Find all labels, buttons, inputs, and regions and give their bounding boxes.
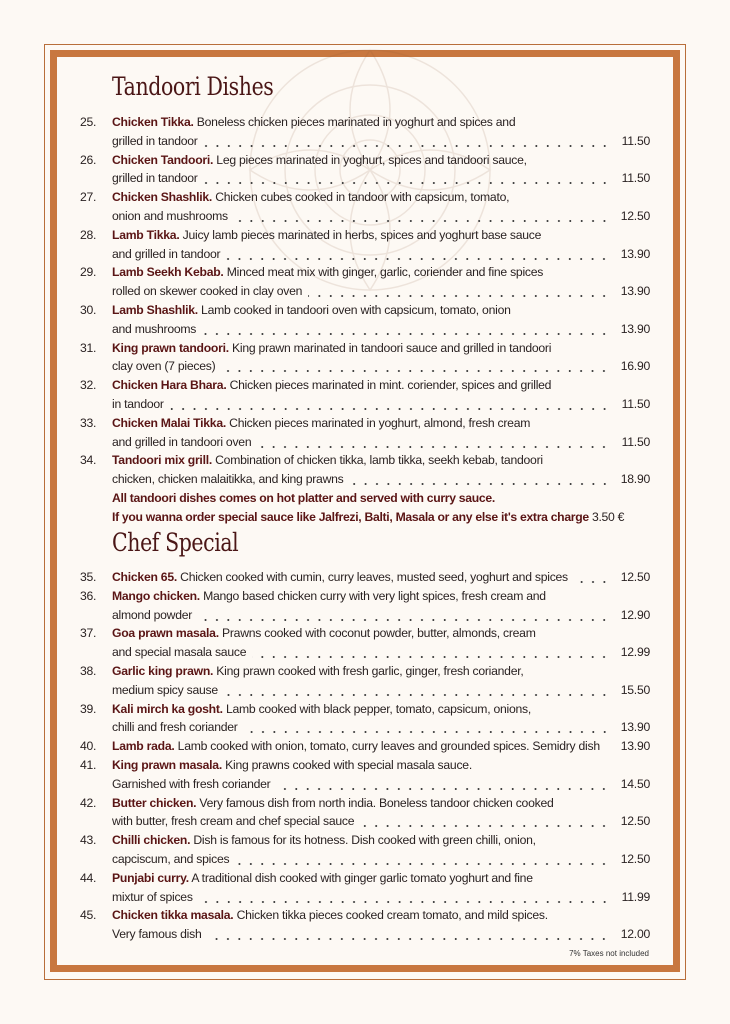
item-description: and mushrooms xyxy=(112,321,197,336)
dotted-leader xyxy=(234,207,610,226)
item-number: 38. xyxy=(80,663,97,678)
menu-item xyxy=(80,756,650,794)
item-text xyxy=(112,831,536,850)
item-text xyxy=(112,376,551,395)
item-text xyxy=(112,906,548,925)
menu-item xyxy=(80,906,650,944)
item-price: 12.50 xyxy=(620,851,650,866)
item-name: Lamb Tikka. xyxy=(112,227,180,242)
item-price: 13.90 xyxy=(620,321,650,336)
dotted-leader xyxy=(235,850,610,869)
menu-item xyxy=(80,339,650,377)
item-description: Chicken cooked with cumin, curry leaves, musted seed, yoghurt and spices xyxy=(177,570,568,584)
dotted-leader xyxy=(350,470,610,489)
chef-special-list xyxy=(80,568,650,944)
item-text xyxy=(112,869,533,888)
spacer xyxy=(80,850,112,869)
item-price: 13.90 xyxy=(620,246,650,261)
item-number: 28. xyxy=(80,227,97,242)
item-description: King prawn cooked with fresh garlic, ginger, fresh coriander, xyxy=(213,663,524,678)
extra-charge: 3.50 € xyxy=(591,509,625,524)
item-text xyxy=(112,794,554,813)
spacer xyxy=(80,357,112,376)
item-line xyxy=(80,245,650,264)
item-line xyxy=(80,925,650,944)
item-line xyxy=(80,320,650,339)
item-description: Lamb cooked with black pepper, tomato, capsicum, onions, xyxy=(222,701,532,716)
item-name: Lamb Seekh Kebab. xyxy=(112,265,224,280)
dotted-leader xyxy=(207,925,610,944)
section-title-chef-special: Chef Special xyxy=(112,528,239,557)
item-line xyxy=(80,357,650,376)
item-name: Chilli chicken. xyxy=(112,833,191,848)
menu-item xyxy=(80,226,650,264)
item-description: King prawns cooked with special masala sauce. xyxy=(221,757,472,772)
menu-item xyxy=(80,869,650,907)
item-line xyxy=(80,624,650,643)
dotted-leader xyxy=(170,395,610,414)
menu-item xyxy=(80,301,650,339)
item-number: 34. xyxy=(80,453,97,468)
dotted-leader xyxy=(198,606,610,625)
item-description: Very famous dish from north india. Boneless tandoor chicken cooked xyxy=(196,795,554,810)
item-number: 26. xyxy=(80,152,97,167)
dotted-leader xyxy=(308,282,610,301)
item-price: 16.90 xyxy=(620,359,650,374)
item-number: 32. xyxy=(80,378,97,393)
spacer xyxy=(80,395,112,414)
menu-item xyxy=(80,587,650,625)
dotted-leader xyxy=(244,718,610,737)
item-name: Chicken Tandoori. xyxy=(112,152,214,167)
item-description: and special masala sauce xyxy=(112,645,247,660)
menu-item xyxy=(80,831,650,869)
tandoori-dishes-list xyxy=(80,113,650,489)
item-description: Chicken tikka pieces cooked cream tomato, and mild spices. xyxy=(233,908,548,923)
item-name: King prawn masala. xyxy=(112,757,222,772)
spacer xyxy=(80,606,112,625)
item-line xyxy=(80,282,650,301)
item-description: grilled in tandoor xyxy=(112,171,198,186)
item-number: 29. xyxy=(80,265,97,280)
item-line xyxy=(80,301,650,320)
menu-item xyxy=(80,263,650,301)
item-line xyxy=(80,888,650,907)
item-description: with butter, fresh cream and chef special sauce xyxy=(112,814,355,829)
item-line xyxy=(80,718,650,737)
dotted-leader xyxy=(603,737,613,756)
item-text xyxy=(112,662,524,681)
dotted-leader xyxy=(360,812,610,831)
item-line xyxy=(80,169,650,188)
item-line xyxy=(80,151,650,170)
item-description: Garnished with fresh coriander xyxy=(112,776,271,791)
item-description: in tandoor xyxy=(112,396,164,411)
item-line xyxy=(80,263,650,282)
item-line xyxy=(80,113,650,132)
item-number: 40. xyxy=(80,739,97,754)
item-price: 11.99 xyxy=(621,889,650,904)
spacer xyxy=(80,207,112,226)
item-name: King prawn tandoori. xyxy=(112,340,229,355)
item-price: 11.50 xyxy=(621,396,650,411)
menu-item xyxy=(80,700,650,738)
item-description: clay oven (7 pieces) xyxy=(112,359,216,374)
spacer xyxy=(80,470,112,489)
spacer xyxy=(80,888,112,907)
item-description: Chicken pieces marinated in yoghurt, almond, fresh cream xyxy=(226,415,531,430)
item-number: 33. xyxy=(80,415,97,430)
spacer xyxy=(80,812,112,831)
item-number: 36. xyxy=(80,588,97,603)
item-line xyxy=(80,869,650,888)
item-price: 12.50 xyxy=(620,570,650,584)
item-price: 13.90 xyxy=(620,284,650,299)
menu-item xyxy=(80,414,650,452)
menu-item xyxy=(80,188,650,226)
item-line xyxy=(80,339,650,358)
item-line xyxy=(80,470,650,489)
item-text xyxy=(112,451,543,470)
item-name: Mango chicken. xyxy=(112,588,200,603)
item-line xyxy=(80,700,650,719)
item-name: Lamb Shashlik. xyxy=(112,302,198,317)
item-text xyxy=(112,700,531,719)
item-line xyxy=(80,226,650,245)
item-description: A traditional dish cooked with ginger garlic tomato yoghurt and fine xyxy=(188,870,533,885)
item-description: Lamb cooked in tandoori oven with capsicum, tomato, onion xyxy=(197,302,511,317)
item-price: 13.90 xyxy=(620,739,650,754)
tax-note: 7% Taxes not included xyxy=(569,949,649,958)
item-name: Butter chicken. xyxy=(112,795,197,810)
item-number: 42. xyxy=(80,795,97,810)
item-number: 45. xyxy=(80,908,97,923)
dotted-leader xyxy=(252,643,610,662)
item-line xyxy=(80,451,650,470)
menu-item xyxy=(80,737,650,756)
item-description: chilli and fresh coriander xyxy=(112,720,238,735)
item-description: Leg pieces marinated in yoghurt, spices and tandoori sauce, xyxy=(213,152,527,167)
item-price: 12.00 xyxy=(620,927,650,942)
item-line xyxy=(80,188,650,207)
platter-note: All tandoori dishes comes on hot platter and served with curry sauce. xyxy=(112,491,495,505)
dotted-leader xyxy=(199,888,610,907)
item-line xyxy=(80,376,650,395)
item-text xyxy=(112,568,568,587)
dotted-leader xyxy=(226,245,610,264)
item-description: rolled on skewer cooked in clay oven xyxy=(112,284,303,299)
spacer xyxy=(80,433,112,452)
item-text xyxy=(112,226,541,245)
item-name: Kali mirch ka gosht. xyxy=(112,701,223,716)
spacer xyxy=(80,718,112,737)
item-name: Chicken Tikka. xyxy=(112,115,194,129)
item-name: Chicken Hara Bhara. xyxy=(112,378,227,393)
item-name: Garlic king prawn. xyxy=(112,663,214,678)
item-text xyxy=(112,587,546,606)
menu-item xyxy=(80,794,650,832)
item-line xyxy=(80,606,650,625)
item-price: 15.50 xyxy=(620,682,650,697)
tandoori-notes xyxy=(80,489,650,527)
item-line xyxy=(80,775,650,794)
item-description: and grilled in tandoori oven xyxy=(112,434,252,449)
dotted-leader xyxy=(221,357,610,376)
item-line xyxy=(80,643,650,662)
item-text xyxy=(112,301,511,320)
item-line xyxy=(80,207,650,226)
item-description: chicken, chicken malaitikka, and king prawns xyxy=(112,472,344,487)
item-description: Very famous dish xyxy=(112,927,202,942)
item-description: capciscum, and spices xyxy=(112,851,230,866)
item-line xyxy=(80,850,650,869)
section-title-tandoori: Tandoori Dishes xyxy=(112,72,274,101)
item-description: Minced meat mix with ginger, garlic, coriender and fine spices xyxy=(223,265,544,280)
item-description: Boneless chicken pieces marinated in yoghurt and spices and xyxy=(193,115,516,129)
menu-item xyxy=(80,451,650,489)
spacer xyxy=(80,132,112,151)
item-description: grilled in tandoor xyxy=(112,133,198,148)
item-number: 39. xyxy=(80,701,97,716)
item-line xyxy=(80,906,650,925)
item-text xyxy=(112,263,543,282)
spacer xyxy=(80,245,112,264)
item-name: Chicken Shashlik. xyxy=(112,190,213,205)
item-price: 12.50 xyxy=(620,208,650,223)
item-text xyxy=(112,188,509,207)
spacer xyxy=(80,925,112,944)
item-name: Punjabi curry. xyxy=(112,870,189,885)
spacer xyxy=(80,169,112,188)
item-price: 14.50 xyxy=(620,776,650,791)
item-description: almond powder xyxy=(112,607,193,622)
item-name: Goa prawn masala. xyxy=(112,626,219,641)
item-line xyxy=(80,662,650,681)
menu-item xyxy=(80,376,650,414)
item-description: Mango based chicken curry with very light spices, fresh cream and xyxy=(199,588,546,603)
item-text xyxy=(112,151,527,170)
dotted-leader xyxy=(204,132,610,151)
menu-item xyxy=(80,568,650,587)
item-description: Juicy lamb pieces marinated in herbs, spices and yoghurt base sauce xyxy=(179,227,542,242)
item-name: Chicken 65. xyxy=(112,570,177,584)
item-price: 12.90 xyxy=(620,607,650,622)
item-price: 12.50 xyxy=(620,814,650,829)
item-description: onion and mushrooms xyxy=(112,208,228,223)
item-description: Dish is famous for its hotness. Dish cooked with green chilli, onion, xyxy=(190,833,536,848)
item-line xyxy=(80,737,650,756)
item-line xyxy=(80,132,650,151)
item-description: Prawns cooked with coconut powder, butter, almonds, cream xyxy=(218,626,536,641)
item-number: 44. xyxy=(80,870,97,885)
item-text xyxy=(112,339,551,358)
dotted-leader xyxy=(224,681,610,700)
item-number: 43. xyxy=(80,833,97,848)
item-price: 18.90 xyxy=(620,472,650,487)
item-price: 11.50 xyxy=(621,171,650,186)
sauce-note-text: If you wanna order special sauce like Jalfrezi, Balti, Masala or any else it's extra charge xyxy=(112,509,589,524)
item-number: 30. xyxy=(80,302,97,317)
item-number: 31. xyxy=(80,340,97,355)
item-line xyxy=(80,812,650,831)
spacer xyxy=(80,681,112,700)
spacer xyxy=(80,643,112,662)
item-number: 37. xyxy=(80,626,97,641)
dotted-leader xyxy=(276,775,610,794)
item-line xyxy=(80,395,650,414)
item-name: Tandoori mix grill. xyxy=(112,453,212,468)
spacer xyxy=(80,775,112,794)
item-price: 13.90 xyxy=(620,720,650,735)
item-line xyxy=(80,681,650,700)
item-description: and grilled in tandoor xyxy=(112,246,221,261)
item-description: mixtur of spices xyxy=(112,889,193,904)
item-line xyxy=(80,568,650,587)
item-line xyxy=(80,756,650,775)
item-line xyxy=(80,587,650,606)
item-number: 25. xyxy=(80,115,97,129)
item-line xyxy=(80,433,650,452)
menu-item xyxy=(80,151,650,189)
spacer xyxy=(80,282,112,301)
sauce-note xyxy=(80,508,650,527)
item-text xyxy=(112,113,515,132)
item-description: Lamb cooked with onion, tomato, curry leaves and grounded spices. Semidry dish xyxy=(174,739,600,754)
item-number: 41. xyxy=(80,757,97,772)
item-number: 27. xyxy=(80,190,97,205)
item-price: 11.50 xyxy=(621,133,650,148)
item-name: Lamb rada. xyxy=(112,739,175,754)
item-number: 35. xyxy=(80,570,97,584)
dotted-leader xyxy=(202,320,610,339)
item-line xyxy=(80,794,650,813)
item-text xyxy=(112,414,530,433)
item-text xyxy=(112,756,472,775)
item-description: Combination of chicken tikka, lamb tikka, seekh kebab, tandoori xyxy=(211,453,543,468)
item-text xyxy=(112,737,600,756)
spacer xyxy=(80,320,112,339)
item-line xyxy=(80,831,650,850)
item-name: Chicken tikka masala. xyxy=(112,908,234,923)
item-description: Chicken pieces marinated in mint. coriender, spices and grilled xyxy=(226,378,552,393)
item-line xyxy=(80,414,650,433)
item-price: 11.50 xyxy=(621,434,650,449)
item-description: King prawn marinated in tandoori sauce and grilled in tandoori xyxy=(228,340,552,355)
item-description: Chicken cubes cooked in tandoor with capsicum, tomato, xyxy=(212,190,510,205)
item-price: 12.99 xyxy=(620,645,650,660)
item-text xyxy=(112,624,536,643)
dotted-leader xyxy=(204,169,610,188)
menu-item xyxy=(80,113,650,151)
item-name: Chicken Malai Tikka. xyxy=(112,415,226,430)
item-description: medium spicy sause xyxy=(112,682,218,697)
menu-item xyxy=(80,662,650,700)
dotted-leader xyxy=(574,568,610,587)
dotted-leader xyxy=(257,433,610,452)
menu-item xyxy=(80,624,650,662)
